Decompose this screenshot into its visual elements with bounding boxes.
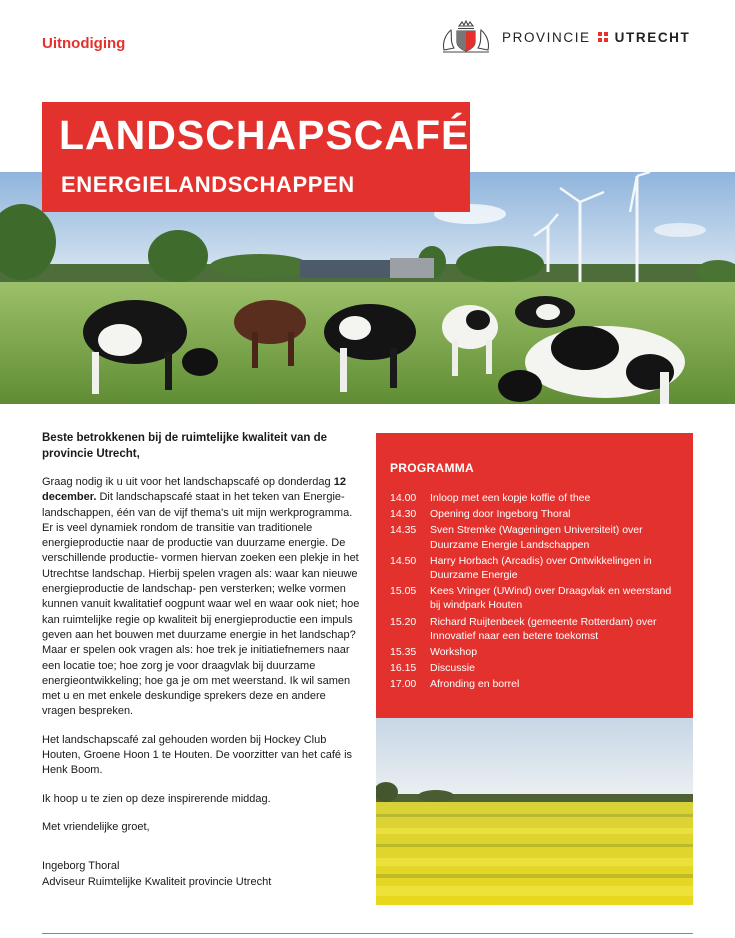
letter-closing: Met vriendelijke groet, xyxy=(42,820,150,833)
programme-description: Opening door Ingeborg Thoral xyxy=(430,508,571,521)
signature-name: Ingeborg Thoral xyxy=(42,860,120,873)
programme-time: 14.50 xyxy=(390,554,417,567)
event-subtitle: ENERGIELANDSCHAPPEN xyxy=(61,172,355,197)
programme-description: Richard Ruijtenbeek (gemeente Rotterdam) over Innovatief naar een betere toekomst xyxy=(430,615,657,642)
provincial-crest-icon xyxy=(440,20,492,54)
event-date: 12 december. xyxy=(42,476,346,504)
programme-item xyxy=(390,523,679,551)
programme-description: Sven Stremke (Wageningen Universiteit) over Duurzame Energie Landschappen xyxy=(430,524,643,551)
provincie-utrecht-logo xyxy=(440,20,690,54)
programme-description: Harry Horbach (Arcadis) over Ontwikkelingen in Duurzame Energie xyxy=(430,554,652,582)
programme-description: Workshop xyxy=(430,646,478,659)
footer-divider xyxy=(42,933,693,934)
programme-time: 14.35 xyxy=(390,524,417,537)
letter-paragraph-2: Het landschapscafé zal gehouden worden bij Hockey Club Houten, Groene Hoon 1 te Houten. De voorzitter van het café is Henk Boom. xyxy=(42,733,353,777)
letter-paragraph-3: Ik hoop u te zien op deze inspirerende middag. xyxy=(42,792,271,805)
event-title: LANDSCHAPSCAFÉ xyxy=(59,112,470,158)
programme-description: Kees Vringer (UWind) over Draagvlak en weerstand bij windpark Houten xyxy=(430,585,672,612)
programme-time: 14.30 xyxy=(390,508,417,521)
programme-item xyxy=(390,661,679,675)
logo-word-provincie: PROVINCIE xyxy=(502,29,591,45)
signature-role: Adviseur Ruimtelijke Kwaliteit provincie Utrecht xyxy=(42,875,272,888)
programme-time: 16.15 xyxy=(390,662,417,675)
rapeseed-field-photo xyxy=(376,718,693,905)
logo-dots-icon xyxy=(598,32,608,42)
invitation-letter xyxy=(42,430,360,890)
programme-item xyxy=(390,645,679,659)
document-type-label: Uitnodiging xyxy=(42,35,126,52)
programme-time: 15.05 xyxy=(390,585,417,598)
programme-time: 14.00 xyxy=(390,492,417,504)
programme-description: Inloop met een kopje koffie of thee xyxy=(430,492,591,504)
programme-time: 15.35 xyxy=(390,646,417,659)
programme-item xyxy=(390,554,679,582)
programme-item xyxy=(390,677,679,691)
programme-time: 17.00 xyxy=(390,678,417,691)
programme-title: PROGRAMMA xyxy=(390,461,475,475)
letter-p1-body: Dit landschapscafé staat in het teken van Energie- landschappen, één van de vijf thema's uit mijn werkprogramma. Er is veel dynamiek rondom de transitie van traditionele energieproductie naar de productie van duurzame energie. De verschillende productie- vormen hiervan zoeken een plekje in het Utrechtse landschap. Hierbij spelen vragen als: waar kan nieuwe energieproductie de landschap- pen versterken; welke vormen kunnen vanuit kwalitatief oogpunt waar wel en waar ook niet; hoe kan ruimtelijke regie op kwaliteit bij energieproductie een impuls geven aan het bouwen met duurzame energie in het landschap? Maar er spelen ook vragen als: hoe trek je initiatiefnemers naar een locatie toe; hoe zorg je voor draagvlak bij duurzame energieontwikkeling; hoe ga je om met weerstand. Ik wil samen met u en met enkele deskundige sprekers deze en andere vragen bespreken. xyxy=(42,491,360,718)
programme-description: Discussie xyxy=(430,662,475,675)
logo-word-utrecht: UTRECHT xyxy=(614,29,691,45)
event-title-banner xyxy=(42,102,470,212)
programme-item xyxy=(390,491,679,505)
letter-p1-intro: Graag nodig ik u uit voor het landschapscafé op donderdag xyxy=(42,476,334,488)
signature-block xyxy=(42,859,360,890)
programme-description: Afronding en borrel xyxy=(430,678,520,691)
programme-time: 15.20 xyxy=(390,615,417,628)
programme-item xyxy=(390,507,679,521)
programme-item xyxy=(390,615,679,643)
programme-item xyxy=(390,584,679,612)
programme-panel xyxy=(376,433,693,718)
letter-salutation: Beste betrokkenen bij de ruimtelijke kwaliteit van de provincie Utrecht, xyxy=(42,432,328,460)
letter-paragraph-1 xyxy=(42,475,360,720)
